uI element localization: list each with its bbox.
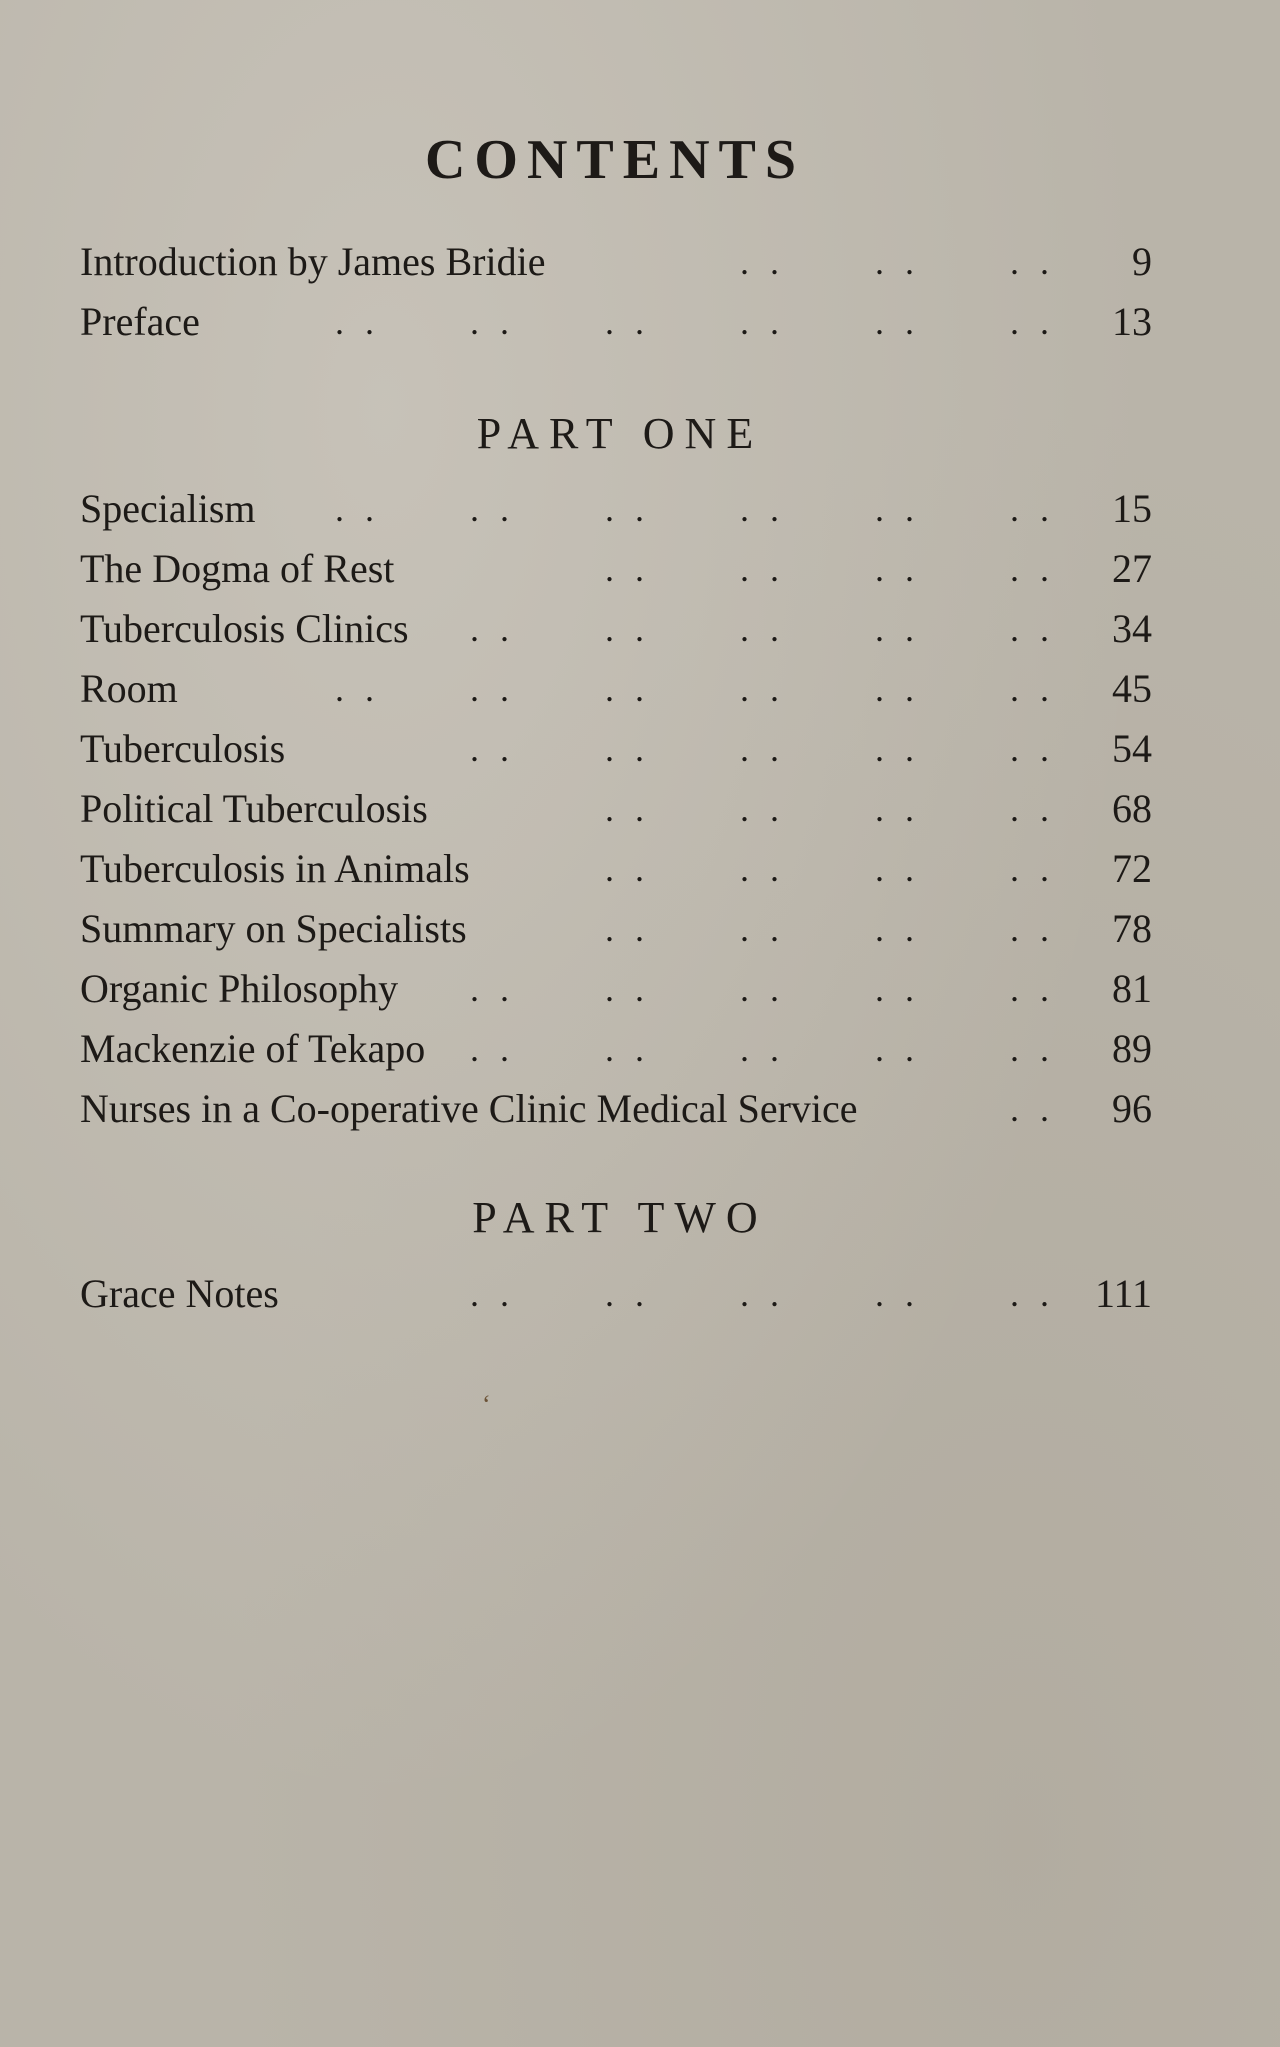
leader-dots: . . [875, 609, 920, 649]
leader-dots: . . [1010, 1089, 1055, 1129]
toc-entry[interactable] [80, 1266, 1152, 1322]
leader-dots: . . [1010, 969, 1055, 1009]
leader-dots: . . [875, 669, 920, 709]
leader-dots: . . [470, 969, 515, 1009]
leader-dots: . . [875, 969, 920, 1009]
leader-dots: . . [740, 789, 785, 829]
toc-entry-label: Introduction by James Bridie [80, 239, 546, 284]
toc-entry-page: 34 [1112, 606, 1152, 651]
toc-entry[interactable] [80, 961, 1152, 1017]
leader-dots: . . [335, 489, 380, 529]
toc-entry-label: Grace Notes [80, 1271, 279, 1316]
leader-dots: . . [470, 489, 515, 529]
leader-dots: . . [740, 849, 785, 889]
dot-leader [80, 294, 1152, 350]
toc-entry-page: 45 [1112, 666, 1152, 711]
toc-entry-page: 13 [1112, 299, 1152, 344]
toc-entry-page: 72 [1112, 846, 1152, 891]
toc-entry-label: Tuberculosis [80, 726, 286, 771]
leader-dots: . . [605, 669, 650, 709]
leader-dots: . . [740, 909, 785, 949]
toc-entry-page: 111 [1094, 1271, 1152, 1316]
leader-dots: . . [740, 1274, 785, 1314]
leader-dots: . . [1010, 1029, 1055, 1069]
leader-dots: . . [875, 849, 920, 889]
leader-dots: . . [875, 242, 920, 282]
leader-dots: . . [1010, 489, 1055, 529]
toc-entry-label: Mackenzie of Tekapo [80, 1026, 426, 1071]
leader-dots: . . [335, 669, 380, 709]
toc-entry-label: Summary on Specialists [80, 906, 467, 951]
toc-entry-page: 78 [1112, 906, 1152, 951]
toc-entry-page: 68 [1112, 786, 1152, 831]
toc-entry-page: 15 [1112, 486, 1152, 531]
page-title: CONTENTS [424, 129, 806, 191]
toc-entry[interactable] [80, 481, 1152, 537]
toc-entry-label: Organic Philosophy [80, 966, 399, 1011]
toc-entry[interactable] [80, 1021, 1152, 1077]
toc-entry[interactable] [80, 601, 1152, 657]
leader-dots: . . [875, 489, 920, 529]
leader-dots: . . [875, 909, 920, 949]
leader-dots: . . [470, 302, 515, 342]
toc-entry-label: Room [80, 666, 178, 711]
leader-dots: . . [875, 1029, 920, 1069]
toc-entry[interactable] [80, 841, 1152, 897]
leader-dots: . . [740, 729, 785, 769]
leader-dots: . . [740, 609, 785, 649]
leader-dots: . . [740, 489, 785, 529]
toc-entry-label: Tuberculosis in Animals [80, 846, 470, 891]
leader-dots: . . [470, 1274, 515, 1314]
leader-dots: . . [605, 789, 650, 829]
leader-dots: . . [470, 609, 515, 649]
leader-dots: . . [1010, 729, 1055, 769]
leader-dots: . . [605, 609, 650, 649]
toc-entry-label: Specialism [80, 486, 256, 531]
toc-entry-page: 9 [1132, 239, 1152, 284]
leader-dots: . . [740, 969, 785, 1009]
toc-entry[interactable] [80, 1081, 1152, 1137]
leader-dots: . . [1010, 849, 1055, 889]
leader-dots: . . [1010, 549, 1055, 589]
leader-dots: . . [875, 729, 920, 769]
toc-entry-label: Preface [80, 299, 200, 344]
toc-entry[interactable] [80, 661, 1152, 717]
leader-dots: . . [1010, 909, 1055, 949]
toc-entry[interactable] [80, 294, 1152, 350]
part-two-heading: PART TWO [472, 1193, 768, 1242]
leader-dots: . . [605, 909, 650, 949]
toc-entry-label: Tuberculosis Clinics [80, 606, 409, 651]
toc-entry-page: 89 [1112, 1026, 1152, 1071]
toc-entry[interactable] [80, 721, 1152, 777]
leader-dots: . . [1010, 1274, 1055, 1314]
part-one-heading: PART ONE [476, 409, 764, 458]
leader-dots: . . [605, 1274, 650, 1314]
toc-entry[interactable] [80, 541, 1152, 597]
leader-dots: . . [740, 549, 785, 589]
leader-dots: . . [1010, 242, 1055, 282]
leader-dots: . . [1010, 302, 1055, 342]
leader-dots: . . [605, 549, 650, 589]
toc-entry-page: 54 [1112, 726, 1152, 771]
leader-dots: . . [605, 729, 650, 769]
leader-dots: . . [470, 1029, 515, 1069]
leader-dots: . . [1010, 789, 1055, 829]
leader-dots: . . [875, 789, 920, 829]
leader-dots: . . [605, 1029, 650, 1069]
leader-dots: . . [470, 729, 515, 769]
toc-entry[interactable] [80, 234, 1152, 290]
leader-dots: . . [470, 669, 515, 709]
leader-dots: . . [605, 489, 650, 529]
leader-dots: . . [740, 669, 785, 709]
toc-entry-page: 81 [1112, 966, 1152, 1011]
leader-dots: . . [605, 302, 650, 342]
leader-dots: . . [740, 242, 785, 282]
leader-dots: . . [605, 969, 650, 1009]
toc-entry-label: Political Tuberculosis [80, 786, 428, 831]
dot-leader [80, 661, 1152, 717]
toc-entry-label: Nurses in a Co-operative Clinic Medical Service [80, 1086, 858, 1131]
toc-entry-page: 27 [1112, 546, 1152, 591]
leader-dots: . . [1010, 609, 1055, 649]
toc-entry-page: 96 [1112, 1086, 1152, 1131]
toc-entry[interactable] [80, 781, 1152, 837]
toc-entry[interactable] [80, 901, 1152, 957]
leader-dots: . . [335, 302, 380, 342]
leader-dots: . . [740, 1029, 785, 1069]
leader-dots: . . [875, 302, 920, 342]
toc-entry-label: The Dogma of Rest [80, 546, 395, 591]
leader-dots: . . [605, 849, 650, 889]
leader-dots: . . [875, 1274, 920, 1314]
leader-dots: . . [740, 302, 785, 342]
paper-speck: ‘ [482, 1390, 491, 1419]
leader-dots: . . [1010, 669, 1055, 709]
leader-dots: . . [875, 549, 920, 589]
